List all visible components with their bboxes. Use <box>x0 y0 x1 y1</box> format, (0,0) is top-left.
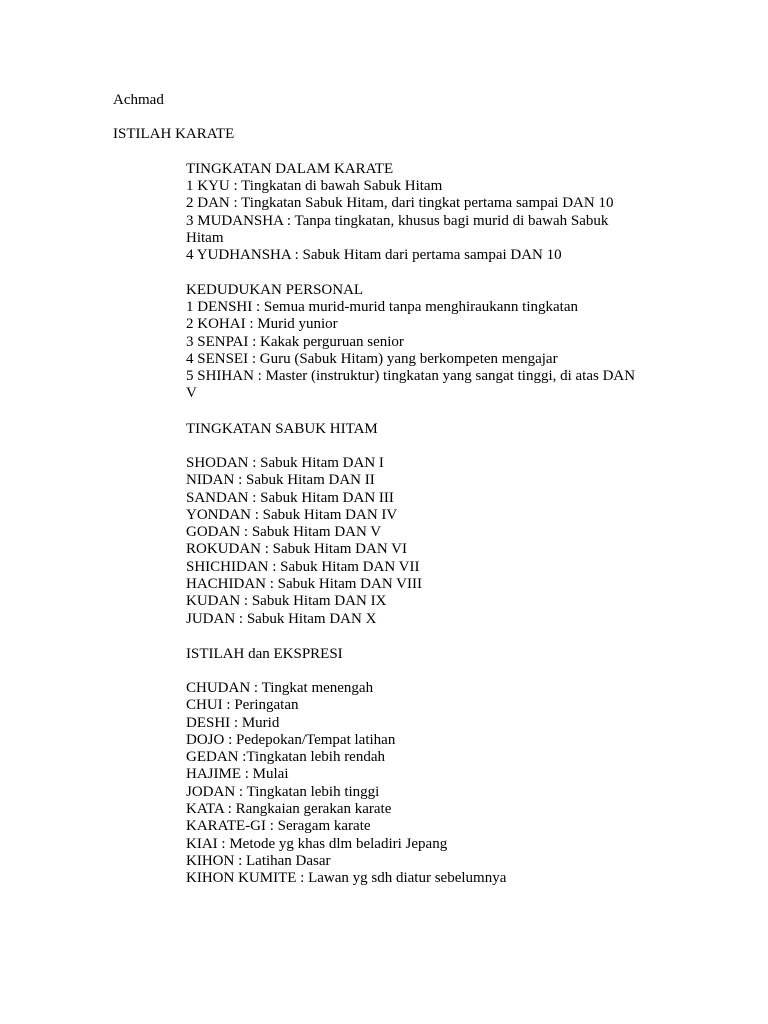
list-item: 3 SENPAI : Kakak perguruan senior <box>186 333 404 350</box>
list-item: KIAI : Metode yg khas dlm beladiri Jepang <box>186 835 448 852</box>
list-item: KIHON : Latihan Dasar <box>186 852 331 869</box>
list-item: 2 KOHAI : Murid yunior <box>186 316 338 333</box>
section-list-sabuk-hitam <box>186 455 656 628</box>
list-item: KUDAN : Sabuk Hitam DAN IX <box>186 593 387 610</box>
list-item: NIDAN : Sabuk Hitam DAN II <box>186 472 375 489</box>
document-title: ISTILAH KARATE <box>113 126 235 142</box>
list-item: 4 SENSEI : Guru (Sabuk Hitam) yang berkompeten mengajar <box>186 350 558 367</box>
section-list-istilah <box>186 680 656 888</box>
list-item: SHICHIDAN : Sabuk Hitam DAN VII <box>186 558 420 575</box>
list-item: DOJO : Pedepokan/Tempat latihan <box>186 731 396 748</box>
list-item: KIHON KUMITE : Lawan yg sdh diatur sebelumnya <box>186 870 507 887</box>
list-item: HACHIDAN : Sabuk Hitam DAN VIII <box>186 576 422 593</box>
list-item: CHUI : Peringatan <box>186 697 299 714</box>
list-item: 2 DAN : Tingkatan Sabuk Hitam, dari tingkat pertama sampai DAN 10 <box>186 195 614 212</box>
section-heading-sabuk-hitam: TINGKATAN SABUK HITAM <box>186 421 378 437</box>
section-heading-istilah: ISTILAH dan EKSPRESI <box>186 646 343 662</box>
list-item: JODAN : Tingkatan lebih tinggi <box>186 783 380 800</box>
list-item: CHUDAN : Tingkat menengah <box>186 680 374 696</box>
list-item: 3 MUDANSHA : Tanpa tingkatan, khusus bagi murid di bawah Sabuk Hitam <box>186 212 609 246</box>
list-item: DESHI : Murid <box>186 714 280 731</box>
list-item: 1 KYU : Tingkatan di bawah Sabuk Hitam <box>186 178 443 194</box>
list-item: 5 SHIHAN : Master (instruktur) tingkatan yang sangat tinggi, di atas DAN V <box>186 368 636 402</box>
list-item: 4 YUDHANSHA : Sabuk Hitam dari pertama sampai DAN 10 <box>186 247 562 264</box>
list-item: GEDAN :Tingkatan lebih rendah <box>186 749 385 766</box>
author-name: Achmad <box>113 92 164 108</box>
list-item: HAJIME : Mulai <box>186 766 289 783</box>
list-item: SANDAN : Sabuk Hitam DAN III <box>186 489 394 506</box>
section-list-kedudukan <box>186 299 656 403</box>
list-item: SHODAN : Sabuk Hitam DAN I <box>186 455 384 471</box>
section-list-tingkatan <box>186 178 656 264</box>
section-heading-kedudukan: KEDUDUKAN PERSONAL <box>186 282 364 298</box>
list-item: YONDAN : Sabuk Hitam DAN IV <box>186 506 398 523</box>
list-item: GODAN : Sabuk Hitam DAN V <box>186 524 382 541</box>
list-item: JUDAN : Sabuk Hitam DAN X <box>186 610 377 627</box>
list-item: 1 DENSHI : Semua murid-murid tanpa menghiraukann tingkatan <box>186 299 578 315</box>
list-item: KARATE-GI : Seragam karate <box>186 818 371 835</box>
list-item: KATA : Rangkaian gerakan karate <box>186 801 392 818</box>
list-item: ROKUDAN : Sabuk Hitam DAN VI <box>186 541 407 558</box>
section-heading-tingkatan: TINGKATAN DALAM KARATE <box>186 161 394 177</box>
